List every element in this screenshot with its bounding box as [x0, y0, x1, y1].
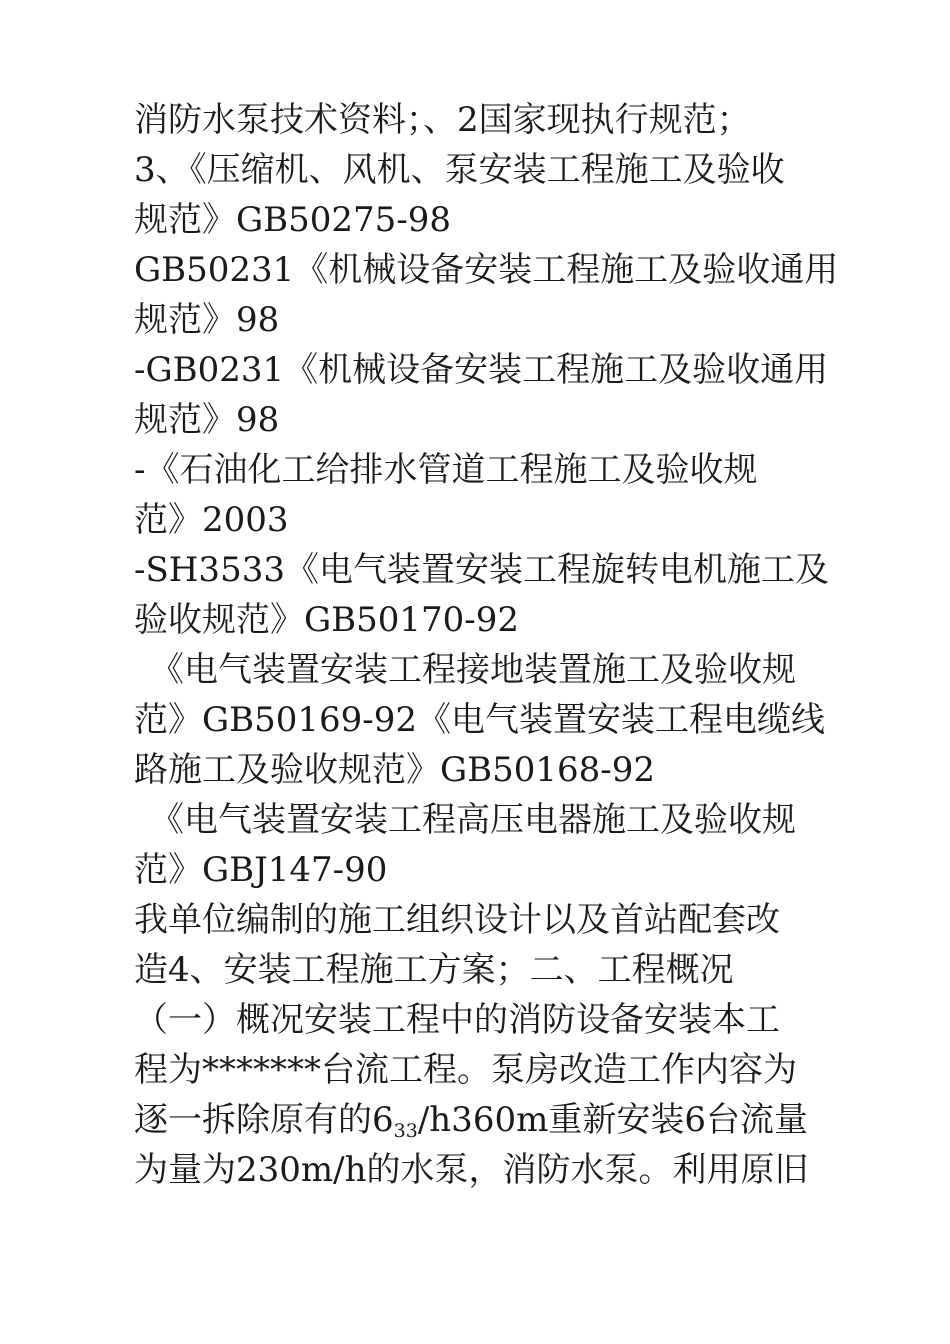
text-line: 规范》GB50275-98	[134, 200, 452, 240]
text-line: 验收规范》GB50170-92	[134, 600, 520, 640]
text-line: 范》2003	[134, 500, 289, 540]
text-line: 我单位编制的施工组织设计以及首站配套改	[134, 900, 780, 940]
text-line: 为量为230m/h的水泵，消防水泵。利用原旧	[134, 1150, 809, 1190]
text-line: 程为*******台流工程。泵房改造工作内容为	[134, 1050, 797, 1090]
text-line: 3、《压缩机、风机、泵安装工程施工及验收	[134, 150, 785, 190]
text-line: -《石油化工给排水管道工程施工及验收规	[134, 450, 758, 490]
text-line: 消防水泵技术资料；、2国家现执行规范；	[134, 100, 751, 140]
text-line: -SH3533《电气装置安装工程旋转电机施工及	[134, 550, 829, 590]
text-line: -GB0231《机械设备安装工程施工及验收通用	[134, 350, 829, 390]
text-line: GB50231《机械设备安装工程施工及验收通用	[134, 250, 839, 290]
subscript-text: 33	[393, 1120, 418, 1142]
text-line: 规范》98	[134, 300, 280, 340]
text-segment: 逐一拆除原有的6	[134, 1100, 394, 1140]
text-line: 《电气装置安装工程接地装置施工及验收规	[150, 650, 796, 690]
text-line: 《电气装置安装工程高压电器施工及验收规	[150, 800, 796, 840]
text-line: 范》GBJ147-90	[134, 850, 388, 890]
text-line: （一）概况安装工程中的消防设备安装本工	[134, 1000, 780, 1040]
text-line: 造4、安装工程施工方案；二、工程概况	[134, 950, 734, 990]
text-line: 规范》98	[134, 400, 280, 440]
text-line: 范》GB50169-92《电气装置安装工程电缆线	[134, 700, 826, 740]
text-line: 路施工及验收规范》GB50168-92	[134, 750, 656, 790]
text-segment: /h360m重新安装6台流量	[417, 1100, 808, 1140]
